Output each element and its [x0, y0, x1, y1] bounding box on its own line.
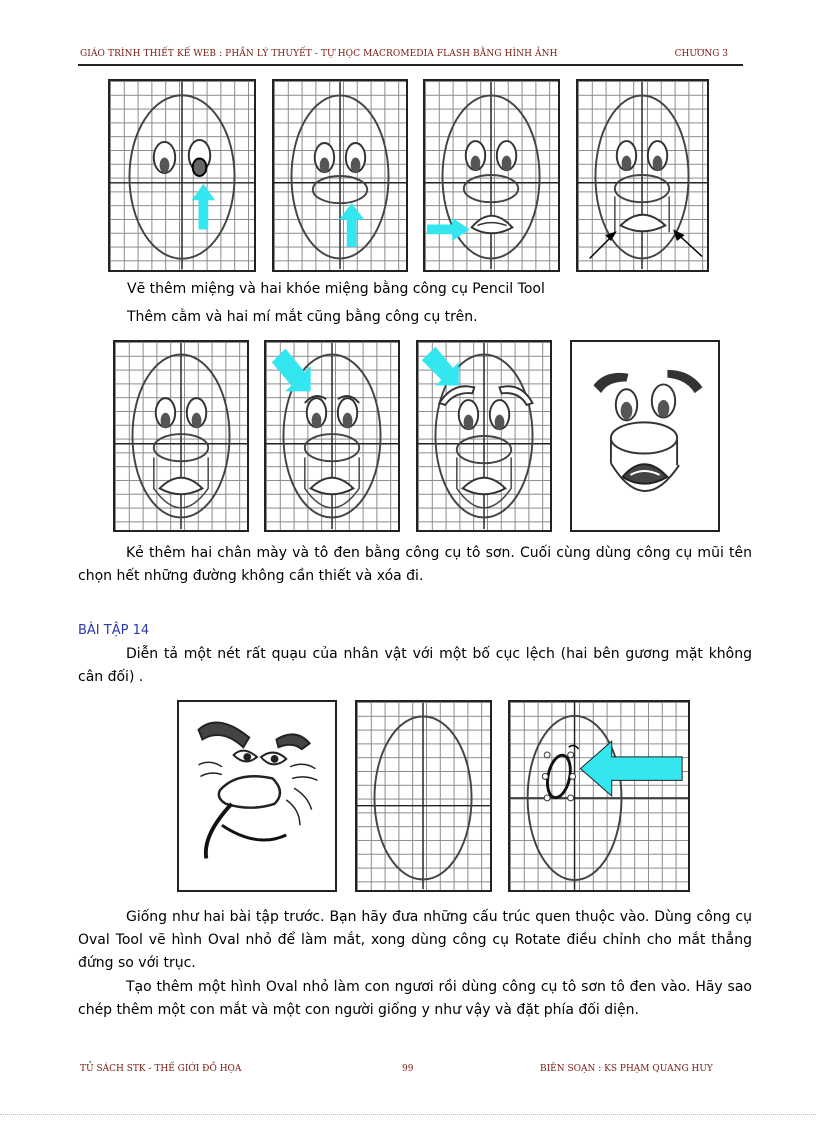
page-number: 99: [402, 1064, 414, 1074]
figure-eyebrow-arrow: [416, 340, 552, 532]
face-drawing: [425, 81, 558, 270]
figure-nose-arrow: [272, 79, 408, 272]
header-chapter: CHƯƠNG 3: [674, 49, 728, 59]
face-drawing: [110, 81, 254, 270]
instruction-line-1: Vẽ thêm miệng và hai khóe miệng bằng công cụ Pencil Tool: [127, 281, 545, 297]
figure-eyelid-arrow-1: [264, 340, 400, 532]
figure-eyes-arrow: [108, 79, 256, 272]
face-drawing: [179, 702, 335, 890]
figure-chin: [113, 340, 249, 532]
figure-oval-rotate-arrow: [508, 700, 690, 892]
figure-oval-grid: [355, 700, 492, 892]
bottom-dotted-border: [0, 1114, 816, 1116]
section-title: BÀI TẬP 14: [78, 623, 150, 638]
header-divider: [78, 64, 743, 66]
figure-mouth-arrow: [423, 79, 560, 272]
face-drawing: [115, 342, 247, 530]
face-drawing: [510, 702, 688, 890]
face-drawing: [418, 342, 550, 530]
paragraph-exercise-intro: Diễn tả một nét rất quạu của nhân vật với một bố cục lệch (hai bên gương mặt không cân đối) .: [78, 646, 752, 685]
footer-right: BIÊN SOẠN : KS PHẠM QUANG HUY: [540, 1064, 713, 1074]
face-drawing: [357, 702, 490, 890]
face-drawing: [266, 342, 398, 530]
footer-left: TỦ SÁCH STK - THẾ GIỚI ĐỒ HỌA: [80, 1064, 242, 1074]
figure-final-face: [570, 340, 720, 532]
paragraph-pupil: Tạo thêm một hình Oval nhỏ làm con ngươi rồi dùng công cụ tô sơn tô đen vào. Hãy sao chép thêm một con mắt và một con người giống y như vậy và đặt phía đối diện.: [78, 979, 752, 1018]
figure-angry-face: [177, 700, 337, 892]
header-title: GIÁO TRÌNH THIẾT KẾ WEB : PHẦN LÝ THUYẾT - TỰ HỌC MACROMEDIA FLASH BẰNG HÌNH ẢNH: [80, 49, 558, 59]
face-drawing: [578, 81, 707, 270]
paragraph-eyebrows: Kẻ thêm hai chân mày và tô đen bằng công cụ tô sơn. Cuối cùng dùng công cụ mũi tên chọn hết những đường không cần thiết và xóa đi.: [78, 545, 752, 584]
instruction-line-2: Thêm cằm và hai mí mắt cũng bằng công cụ trên.: [127, 309, 478, 325]
paragraph-oval-tool: Giống như hai bài tập trước. Bạn hãy đưa những cấu trúc quen thuộc vào. Dùng công cụ Oval Tool vẽ hình Oval nhỏ để làm mắt, xong dùng công cụ Rotate điều chỉnh cho mắt thẳng đứng so với trục.: [78, 909, 752, 971]
face-drawing: [274, 81, 406, 270]
face-drawing: [572, 342, 718, 530]
figure-mouth-corners: [576, 79, 709, 272]
